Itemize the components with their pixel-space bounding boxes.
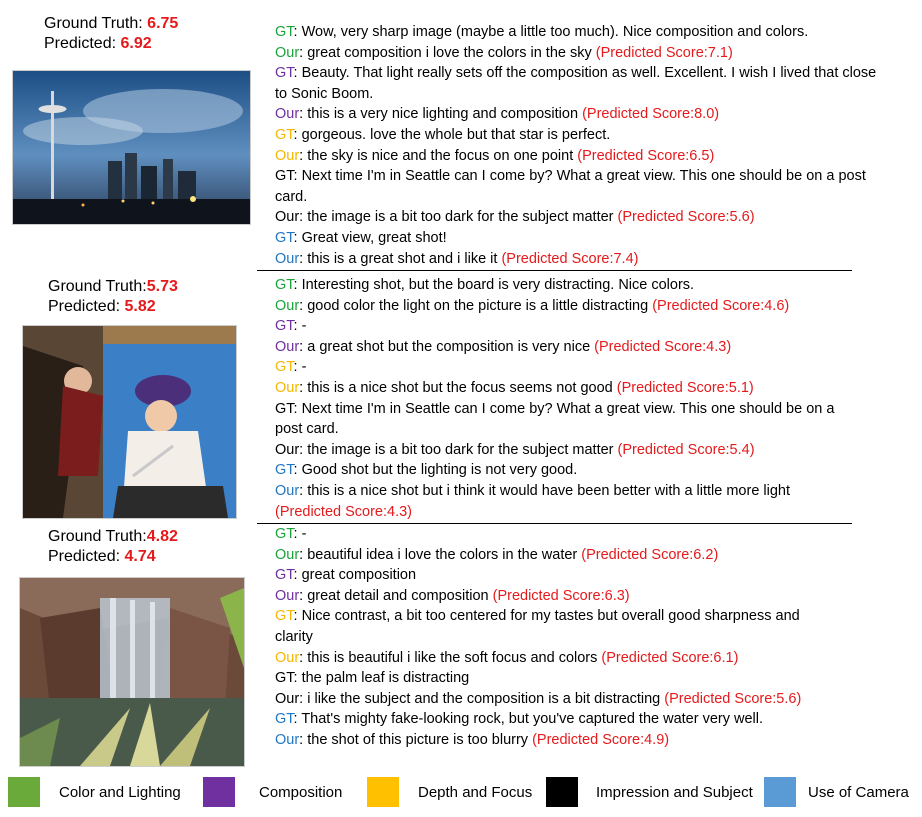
comments-list-2 (275, 275, 860, 522)
speaker-label: GT (275, 229, 294, 246)
comment-text: : beautiful idea i love the colors in the water (299, 546, 582, 563)
our-comment-line (275, 296, 860, 317)
predicted-score: (Predicted Score:4.6) (652, 297, 790, 314)
comment-text: : the shot of this picture is too blurry (299, 731, 533, 748)
comments-list-3 (275, 524, 835, 751)
comment-text: : great composition i love the colors in the sky (299, 44, 596, 61)
legend-label: Use of Camera (808, 783, 909, 801)
our-comment-line (275, 586, 835, 607)
speaker-label: Our (275, 649, 300, 666)
speaker-label: Our (275, 546, 300, 563)
score-block (48, 527, 178, 567)
speaker-label: GT (275, 126, 294, 143)
comment-text: : i like the subject and the composition is a bit distracting (299, 690, 665, 707)
seattle-skyline-photo (12, 70, 251, 225)
section-divider (257, 270, 852, 271)
comment-text: : this is a very nice lighting and composition (299, 106, 583, 123)
our-comment-line (275, 689, 835, 710)
comment-text: : this is beautiful i like the soft focus and colors (299, 649, 602, 666)
predicted-score: (Predicted Score:5.6) (664, 690, 802, 707)
speaker-label: Our (275, 44, 300, 61)
gt-comment-line (275, 668, 835, 689)
speaker-label: Our (275, 106, 300, 123)
gt-comment-line (275, 228, 890, 249)
our-comment-line (275, 104, 890, 125)
legend-label: Depth and Focus (418, 783, 533, 801)
legend-label: Color and Lighting (59, 783, 181, 801)
speaker-label: GT (275, 608, 294, 625)
gt-value: 5.73 (146, 278, 178, 295)
our-comment-line (275, 378, 860, 399)
gt-comment-line (275, 316, 860, 337)
predicted-score: (Predicted Score:8.0) (582, 106, 720, 123)
seattle-skyline-illustration (13, 71, 250, 224)
gt-value: 4.82 (146, 528, 178, 545)
gt-comment-line (275, 565, 835, 586)
comment-text: : the image is a bit too dark for the subject matter (299, 209, 618, 226)
comment-text: : gorgeous. love the whole but that star is perfect. (293, 126, 611, 143)
comment-text: : the palm leaf is distracting (293, 670, 470, 687)
comment-text: : great detail and composition (299, 587, 493, 604)
comment-text: : Interesting shot, but the board is very distracting. Nice colors. (293, 277, 695, 293)
speaker-label: GT (275, 318, 294, 335)
speaker-label: GT (275, 65, 294, 82)
speaker-label: Our (275, 147, 300, 164)
predicted-score: (Predicted Score:6.3) (492, 587, 630, 604)
comment-text: : - (293, 359, 307, 376)
speaker-label: Our (275, 690, 300, 707)
gt-comment-line (275, 166, 890, 207)
speaker-label: GT (275, 277, 294, 293)
speaker-label: GT (275, 462, 294, 479)
comment-text: : a great shot but the composition is very nice (299, 338, 595, 355)
waterfall-illustration (20, 578, 244, 766)
comment-text: : the sky is nice and the focus on one point (299, 147, 578, 164)
predicted-score: (Predicted Score:6.1) (601, 649, 739, 666)
pred-label: Predicted: (44, 35, 121, 52)
predicted-line (48, 297, 178, 317)
speaker-label: Our (275, 441, 300, 458)
our-comment-line (275, 43, 890, 64)
legend-item-depth-and-focus (367, 776, 532, 808)
predicted-score: (Predicted Score:7.1) (595, 44, 733, 61)
speaker-label: Our (275, 379, 300, 396)
legend-item-use-of-camera (764, 776, 909, 808)
speaker-label: Our (275, 297, 300, 314)
comments-list-1 (275, 22, 890, 269)
predicted-score: (Predicted Score:5.6) (617, 209, 755, 226)
legend-swatch (367, 777, 399, 807)
legend-item-composition (203, 776, 342, 808)
score-block (44, 14, 178, 54)
comment-text: : - (293, 318, 307, 335)
speaker-label: Our (275, 250, 300, 267)
ground-truth-line (48, 277, 178, 297)
gt-label: Ground Truth: (48, 528, 147, 545)
speaker-label: Our (275, 482, 300, 499)
predicted-score: (Predicted Score:4.9) (532, 731, 670, 748)
our-comment-line (275, 730, 835, 751)
comment-text: : this is a nice shot but the focus seems not good (299, 379, 617, 396)
gt-value: 6.75 (147, 15, 179, 32)
gt-label: Ground Truth: (44, 15, 148, 32)
comment-text: : That's mighty fake-looking rock, but you've captured the water very well. (293, 711, 764, 728)
comment-text: : good color the light on the picture is a little distracting (299, 297, 653, 314)
legend-swatch (764, 777, 796, 807)
gt-comment-line (275, 22, 890, 43)
speaker-label: GT (275, 359, 294, 376)
speaker-label: GT (275, 168, 294, 185)
pirates-illustration (23, 326, 236, 518)
comment-text: : Good shot but the lighting is not very good. (293, 462, 578, 479)
our-comment-line (275, 207, 890, 228)
our-comment-line (275, 337, 860, 358)
speaker-label: Our (275, 209, 300, 226)
comment-text: : great composition (293, 567, 417, 584)
comment-text: : Wow, very sharp image (maybe a little too much). Nice composition and colors. (293, 24, 809, 40)
our-comment-line (275, 545, 835, 566)
predicted-line (44, 34, 178, 54)
ground-truth-line (44, 14, 178, 34)
speaker-label: Our (275, 338, 300, 355)
gt-comment-line (275, 275, 860, 296)
predicted-line (48, 547, 178, 567)
category-legend (0, 776, 922, 808)
speaker-label: GT (275, 670, 294, 687)
comment-text: : Next time I'm in Seattle can I come by? What a great view. This one should be on a post card. (275, 400, 835, 438)
speaker-label: GT (275, 400, 294, 417)
gt-comment-line (275, 709, 835, 730)
predicted-score: (Predicted Score:7.4) (501, 250, 639, 267)
ground-truth-line (48, 527, 178, 547)
our-comment-line (275, 146, 890, 167)
legend-swatch (546, 777, 578, 807)
predicted-score: (Predicted Score:5.4) (617, 441, 755, 458)
speaker-label: Our (275, 731, 300, 748)
gt-comment-line (275, 606, 835, 647)
comment-text: : Beauty. That light really sets off the composition as well. Excellent. I wish I lived that close to Sonic Boom. (275, 65, 877, 102)
legend-label: Composition (259, 783, 343, 801)
predicted-score: (Predicted Score:5.1) (616, 379, 754, 396)
legend-item-color-and-lighting (8, 776, 181, 808)
score-block (48, 277, 178, 317)
speaker-label: GT (275, 24, 294, 40)
speaker-label: GT (275, 711, 294, 728)
predicted-score: (Predicted Score:6.2) (581, 546, 719, 563)
pred-label: Predicted: (48, 548, 125, 565)
comment-text: : the image is a bit too dark for the subject matter (299, 441, 618, 458)
gt-comment-line (275, 125, 890, 146)
comment-text: : Next time I'm in Seattle can I come by? What a great view. This one should be on a post card. (275, 168, 866, 205)
speaker-label: GT (275, 526, 294, 542)
gt-comment-line (275, 399, 860, 440)
our-comment-line (275, 481, 860, 522)
our-comment-line (275, 249, 890, 270)
comment-text: : - (293, 526, 307, 542)
speaker-label: GT (275, 567, 294, 584)
comment-text: : Nice contrast, a bit too centered for my tastes but overall good sharpness and clarity (275, 608, 800, 645)
predicted-score: (Predicted Score:6.5) (577, 147, 715, 164)
legend-label: Impression and Subject (596, 783, 753, 801)
gt-label: Ground Truth: (48, 278, 147, 295)
gt-comment-line (275, 63, 890, 104)
legend-swatch (203, 777, 235, 807)
comment-text: : this is a nice shot but i think it would have been better with a little more light (299, 482, 791, 499)
comment-text: : Great view, great shot! (293, 229, 447, 246)
predicted-score: (Predicted Score:4.3) (594, 338, 732, 355)
gt-comment-line (275, 524, 835, 545)
our-comment-line (275, 648, 835, 669)
pirates-photo (22, 325, 237, 519)
pred-value: 6.92 (120, 35, 152, 52)
predicted-score: (Predicted Score:4.3) (275, 503, 413, 520)
gt-comment-line (275, 460, 860, 481)
pred-label: Predicted: (48, 298, 125, 315)
pred-value: 5.82 (124, 298, 156, 315)
comment-text: : this is a great shot and i like it (299, 250, 502, 267)
legend-item-impression-and-subject (546, 776, 753, 808)
pred-value: 4.74 (124, 548, 156, 565)
waterfall-photo (19, 577, 245, 767)
speaker-label: Our (275, 587, 300, 604)
our-comment-line (275, 440, 860, 461)
legend-swatch (8, 777, 40, 807)
gt-comment-line (275, 357, 860, 378)
